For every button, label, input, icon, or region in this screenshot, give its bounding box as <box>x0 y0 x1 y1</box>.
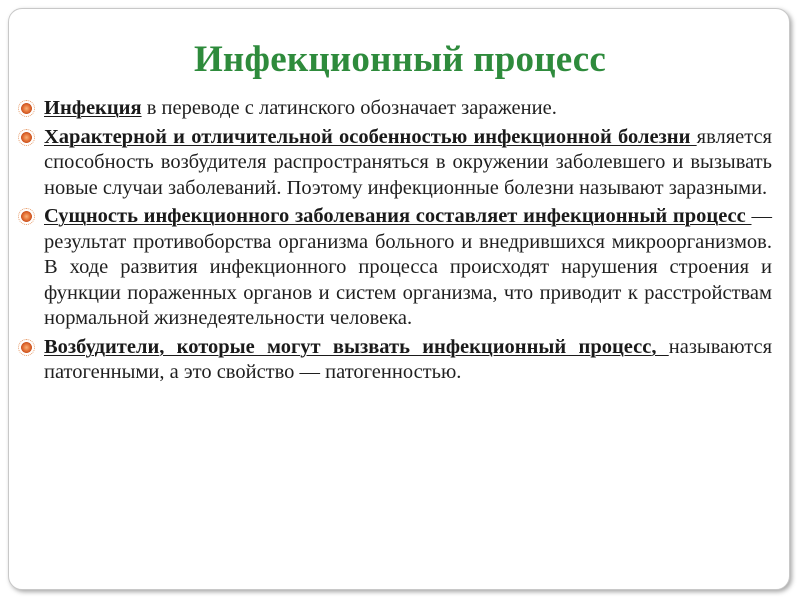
bullet-term: Характерной и отличительной особенностью инфекционной болезни <box>44 125 697 148</box>
bullet-text: — результат противоборства организма больного и внедрившихся микроорганизмов. В ходе развития инфекционного процесса происходят нарушения строения и функции пораженных органов и систем организма, что приводит к расстройствам нормальной жизнедеятельности человека. <box>44 205 772 329</box>
slide-content <box>20 96 772 389</box>
bullet-item <box>20 96 772 122</box>
bullet-icon <box>21 211 32 222</box>
bullet-item <box>20 335 772 386</box>
bullet-icon <box>21 132 32 143</box>
bullet-icon <box>21 103 32 114</box>
bullet-text: в переводе с латинского обозначает заражение. <box>141 97 557 119</box>
bullet-icon <box>21 342 32 353</box>
bullet-item <box>20 204 772 332</box>
bullet-item <box>20 125 772 202</box>
bullet-term: Возбудители, которые могут вызвать инфекционный процесс, <box>44 335 669 358</box>
slide-title: Инфекционный процесс <box>193 39 607 80</box>
bullet-term: Сущность инфекционного заболевания составляет инфекционный процесс <box>44 205 752 227</box>
bullet-term: Инфекция <box>44 97 142 119</box>
bullet-text: называются патогенными, а это свойство — патогенностью. <box>44 335 772 383</box>
bullet-text: является способность возбудителя распространяться в окружении заболевшего и вызывать новые случаи заболеваний. Поэтому инфекционные болезни называют заразными. <box>44 125 772 199</box>
